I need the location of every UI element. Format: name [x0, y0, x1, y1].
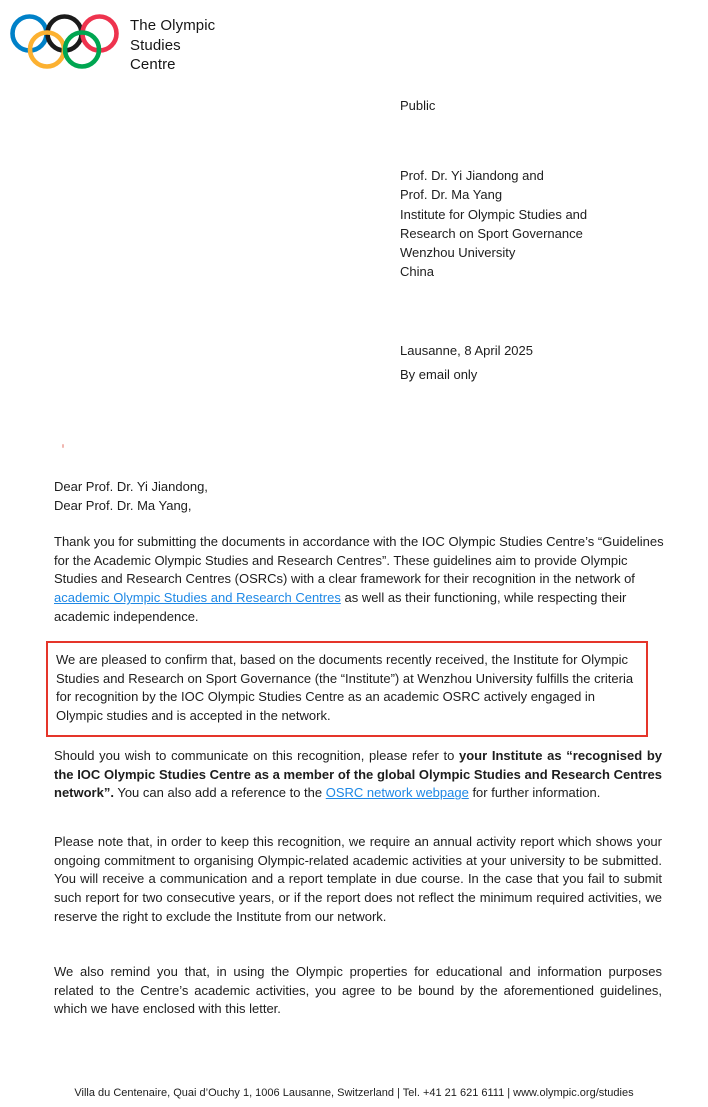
recipient-line: Prof. Dr. Yi Jiandong and: [400, 168, 544, 183]
logo-wordmark-line3: Centre: [130, 56, 176, 73]
paragraph-annual-report: Please note that, in order to keep this recognition, we require an annual activity report which shows your ongoing commitment to organising Olympic-related academic activities at your university to be submitted. You will receive a communication and a report template in due course. In the case that you fail to submit such report for two consecutive years, or if the report does not reflect the minimum required activities, we reserve the right to exclude the Institute from our network.: [54, 834, 662, 924]
highlighted-confirmation-box: [46, 641, 648, 737]
recognition-bold-text: your Institute as “recognised by the IOC Olympic Studies Centre as a member of the global Olympic Studies and Research Centres network”.: [54, 748, 663, 801]
recipient-line: Research on Sport Governance: [400, 225, 583, 241]
dateline: Lausanne, 8 April 2025: [400, 343, 533, 358]
salutation-line2: Dear Prof. Dr. Ma Yang,: [54, 498, 192, 513]
recipient-line: China: [400, 264, 434, 280]
paragraph-text: as well as their functioning, while respecting their academic independence.: [54, 590, 627, 624]
paragraph-text: for further information.: [468, 785, 601, 801]
paragraph-text: You can also add a reference to the: [113, 785, 326, 801]
olympic-rings-icon: [8, 13, 120, 69]
recipient-line: Prof. Dr. Ma Yang: [400, 187, 503, 203]
paragraph-thank-you: [54, 533, 666, 627]
scan-artifact-mark: [62, 444, 64, 448]
paragraph-text: Thank you for submitting the documents in accordance with the IOC Olympic Studies Centre’s “Guidelines for the Academic Olympic Studies and Research Centres”. These guidelines aim to provide Olympic Studies and Research Centres (OSRCs) with a clear framework for their recognition in the network of: [54, 534, 664, 587]
footer-address-line: Villa du Centenaire, Quai d’Ouchy 1, 1006 Lausanne, Switzerland | Tel. +41 21 621 6111 | www.olympic.org/studies: [74, 1087, 634, 1099]
recipient-address-block: [400, 166, 587, 282]
logo-wordmark-line2: Studies: [130, 36, 181, 54]
recipient-line: Wenzhou University: [400, 245, 516, 261]
paragraph-text: Should you wish to communicate on this recognition, please refer to: [54, 748, 460, 763]
classification-label: Public: [400, 98, 436, 113]
delivery-method: By email only: [400, 367, 478, 382]
paragraph-olympic-properties: We also remind you that, in using the Olympic properties for educational and information purposes related to the Centre’s academic activities, you agree to be bound by the aforementioned guidelines, which we have enclosed with this letter.: [54, 964, 662, 1017]
logo-wordmark-line1: The Olympic: [130, 17, 216, 34]
osrc-guidelines-link[interactable]: academic Olympic Studies and Research Centres: [54, 590, 341, 606]
paragraph-recognition-reference: [54, 747, 662, 803]
recipient-line: Institute for Olympic Studies and: [400, 206, 588, 222]
salutation-line1: Dear Prof. Dr. Yi Jiandong,: [54, 479, 208, 494]
logo-wordmark: [130, 16, 215, 75]
osrc-network-webpage-link[interactable]: OSRC network webpage: [325, 785, 469, 801]
salutation: [54, 477, 208, 515]
confirmation-text: We are pleased to confirm that, based on the documents recently received, the Institute for Olympic Studies and Research on Sport Governance (the “Institute”) at Wenzhou University fulfills the criteria for recognition by the IOC Olympic Studies Centre as an academic OSRC actively engaged in Olympic studies and is accepted in the network.: [56, 652, 634, 724]
